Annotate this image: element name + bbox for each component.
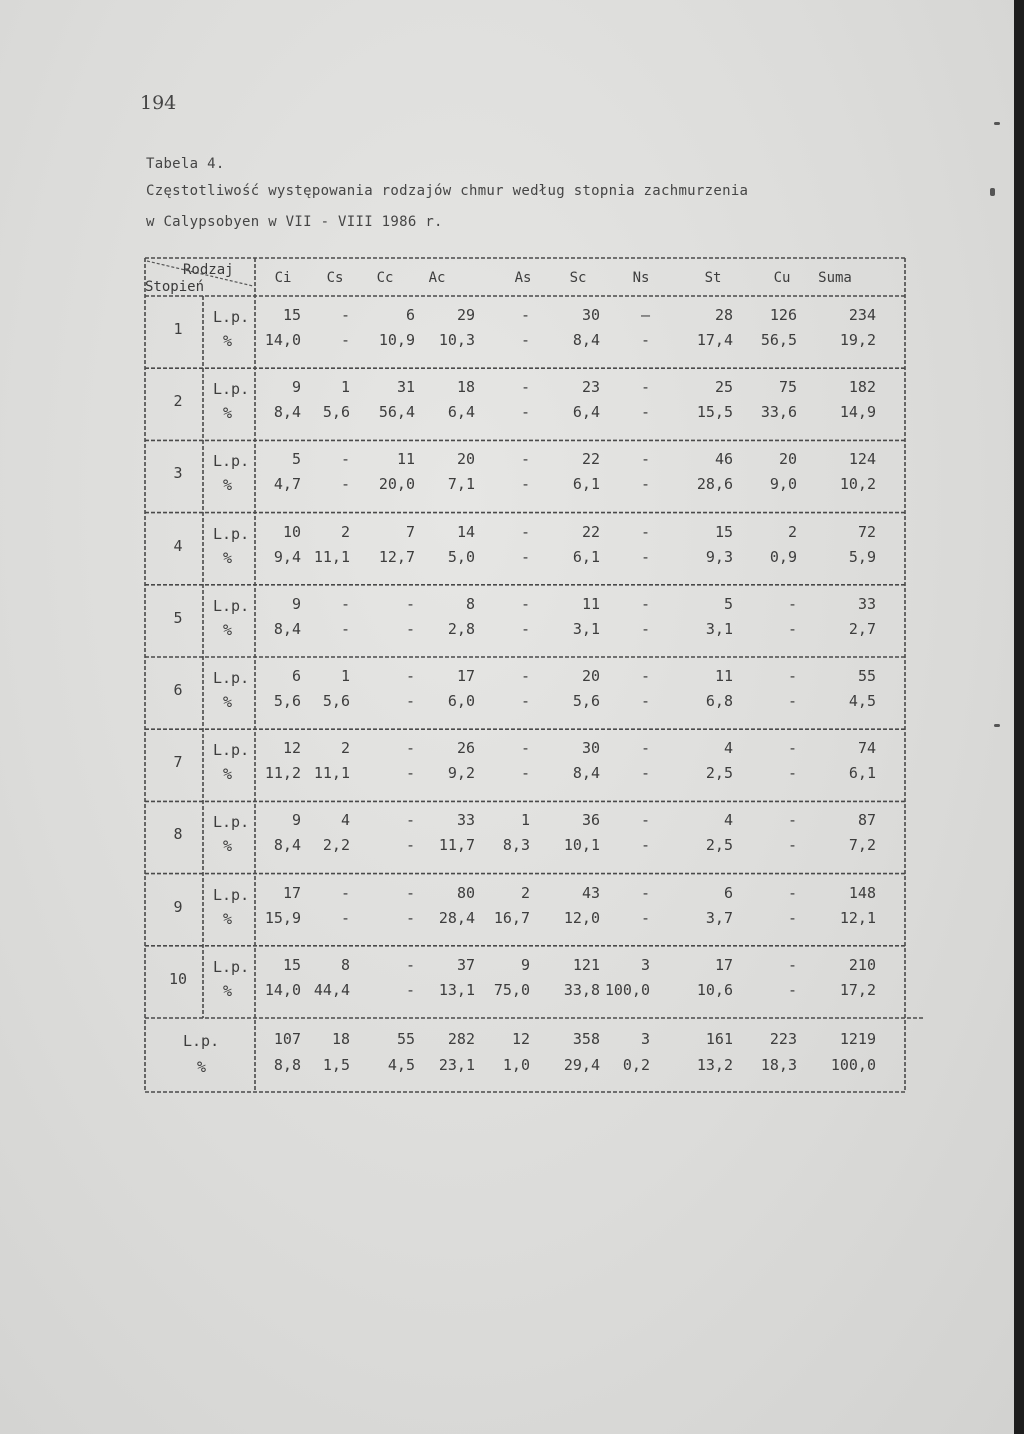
cell-lp-st: 11 bbox=[714, 667, 733, 685]
cell-pct-cc: - bbox=[405, 619, 415, 638]
cell-pct-ac: 7,1 bbox=[447, 475, 475, 494]
cell-pct-cu: - bbox=[787, 908, 797, 927]
cell-pct-cs: 2,2 bbox=[322, 836, 350, 855]
cell-pct-as: - bbox=[520, 475, 530, 494]
cell-lp-as: - bbox=[520, 306, 530, 324]
column-header-sc: Sc bbox=[569, 270, 587, 286]
row-type-lp: L.p. bbox=[213, 813, 250, 832]
cell-pct-ns: - bbox=[640, 908, 650, 927]
cell-lp-st: 15 bbox=[714, 522, 733, 541]
row-type-lp: L.p. bbox=[213, 308, 250, 326]
cell-lp-sc: 30 bbox=[581, 739, 600, 758]
cell-pct-cs: 44,4 bbox=[313, 980, 350, 999]
cell-pct-st: 15,5 bbox=[696, 403, 733, 422]
cell-pct-ns: 100,0 bbox=[604, 980, 650, 999]
cell-pct-cs: - bbox=[340, 331, 350, 349]
cell-pct-st: 10,6 bbox=[696, 980, 733, 999]
cell-pct-sc: 6,1 bbox=[572, 475, 600, 494]
cell-lp-sc: 20 bbox=[581, 667, 600, 685]
cell-pct-cc: - bbox=[405, 692, 415, 710]
degree-label: 9 bbox=[173, 897, 183, 916]
cell-pct-ns: - bbox=[640, 619, 650, 638]
row-type-lp: L.p. bbox=[213, 524, 250, 543]
cell-lp-suma: 74 bbox=[857, 739, 876, 758]
cell-lp-st: 4 bbox=[723, 811, 733, 830]
cell-lp-cs: 4 bbox=[340, 811, 350, 830]
cell-lp-ns: - bbox=[640, 883, 650, 902]
cell-lp-sc: 121 bbox=[572, 955, 600, 974]
column-header-cu: Cu bbox=[773, 270, 791, 286]
cell-lp-ci: 9 bbox=[291, 594, 301, 613]
cell-lp-ac: 14 bbox=[456, 522, 475, 541]
cell-pct-st: 9,3 bbox=[705, 547, 733, 566]
cell-pct-st: 17,4 bbox=[696, 331, 733, 349]
cell-pct-cc: - bbox=[405, 908, 415, 927]
cell-lp-cu: 2 bbox=[787, 522, 797, 541]
row-type-percent: % bbox=[223, 693, 233, 711]
cell-lp-ac: 37 bbox=[456, 955, 475, 974]
cell-pct-ac: 10,3 bbox=[438, 331, 475, 349]
column-header-cs: Cs bbox=[326, 270, 344, 286]
cell-lp-st: 5 bbox=[723, 594, 733, 613]
cell-pct-as: 75,0 bbox=[493, 980, 530, 999]
cell-pct-cu: - bbox=[787, 980, 797, 999]
cell-pct-ci: 8,4 bbox=[273, 836, 301, 855]
cell-lp-as: - bbox=[520, 667, 530, 685]
cell-pct-ns: - bbox=[640, 331, 650, 349]
cell-lp-cu: - bbox=[787, 811, 797, 830]
total-lp-st: 161 bbox=[705, 1030, 733, 1048]
cell-pct-sc: 10,1 bbox=[563, 836, 600, 855]
column-header-cc: Cc bbox=[376, 270, 394, 286]
cell-pct-sc: 6,1 bbox=[572, 547, 600, 566]
cell-lp-cs: - bbox=[340, 883, 350, 902]
degree-label: 8 bbox=[173, 825, 183, 844]
cell-pct-as: 16,7 bbox=[493, 908, 530, 927]
row-type-percent: % bbox=[223, 476, 233, 495]
cell-pct-cs: - bbox=[340, 619, 350, 638]
cell-lp-cc: - bbox=[405, 811, 415, 830]
cell-lp-cc: - bbox=[405, 883, 415, 902]
total-lp-cs: 18 bbox=[331, 1030, 350, 1048]
cell-lp-cu: 75 bbox=[778, 378, 797, 397]
cell-pct-ci: 14,0 bbox=[264, 331, 301, 349]
cell-pct-ns: - bbox=[640, 547, 650, 566]
cell-lp-cs: - bbox=[340, 450, 350, 469]
row-type-lp: L.p. bbox=[213, 596, 250, 615]
cell-pct-st: 6,8 bbox=[705, 692, 733, 710]
cell-pct-suma: 6,1 bbox=[848, 764, 876, 783]
cell-pct-ac: 6,4 bbox=[447, 403, 475, 422]
total-pct-as: 1,0 bbox=[502, 1056, 530, 1074]
cell-lp-st: 28 bbox=[714, 306, 733, 324]
total-pct-cs: 1,5 bbox=[322, 1056, 350, 1074]
cell-pct-ci: 15,9 bbox=[264, 908, 301, 927]
cell-lp-ac: 80 bbox=[456, 883, 475, 902]
cloud-frequency-table bbox=[145, 258, 905, 1092]
cell-lp-sc: 36 bbox=[581, 811, 600, 830]
cell-lp-as: - bbox=[520, 522, 530, 541]
row-type-lp: L.p. bbox=[213, 669, 250, 687]
cell-lp-suma: 72 bbox=[857, 522, 876, 541]
cell-pct-cs: 11,1 bbox=[313, 547, 350, 566]
cell-lp-ac: 17 bbox=[456, 667, 475, 685]
cell-lp-as: - bbox=[520, 594, 530, 613]
cell-lp-suma: 148 bbox=[848, 883, 876, 902]
cell-lp-cc: - bbox=[405, 739, 415, 758]
degree-label: 2 bbox=[173, 392, 183, 411]
cell-lp-st: 46 bbox=[714, 450, 733, 469]
column-header-ac: Ac bbox=[428, 270, 446, 286]
cell-pct-suma: 14,9 bbox=[839, 403, 876, 422]
cell-pct-st: 28,6 bbox=[696, 475, 733, 494]
cell-pct-cs: 5,6 bbox=[322, 403, 350, 422]
cell-pct-cu: 33,6 bbox=[760, 403, 797, 422]
cell-lp-ns: - bbox=[640, 594, 650, 613]
scan-speck bbox=[990, 188, 995, 196]
cell-pct-cc: - bbox=[405, 764, 415, 783]
row-type-lp: L.p. bbox=[213, 957, 250, 976]
totals-label-lp: L.p. bbox=[183, 1032, 220, 1050]
cell-lp-cu: 20 bbox=[778, 450, 797, 469]
row-type-lp: L.p. bbox=[213, 885, 250, 904]
total-lp-as: 12 bbox=[511, 1030, 530, 1048]
row-type-percent: % bbox=[223, 981, 233, 1000]
cell-lp-as: 2 bbox=[520, 883, 530, 902]
cell-pct-ci: 9,4 bbox=[273, 547, 301, 566]
row-type-lp: L.p. bbox=[213, 380, 250, 399]
cell-lp-cu: - bbox=[787, 883, 797, 902]
cell-lp-ns: - bbox=[640, 667, 650, 685]
total-lp-ac: 282 bbox=[447, 1030, 475, 1048]
cell-lp-st: 4 bbox=[723, 739, 733, 758]
cell-pct-st: 2,5 bbox=[705, 836, 733, 855]
cell-lp-ci: 12 bbox=[282, 739, 301, 758]
cell-pct-ac: 5,0 bbox=[447, 547, 475, 566]
cell-lp-ns: - bbox=[640, 378, 650, 397]
degree-label: 1 bbox=[173, 320, 183, 338]
cell-lp-cu: - bbox=[787, 955, 797, 974]
row-type-percent: % bbox=[223, 620, 233, 639]
cell-lp-ac: 33 bbox=[456, 811, 475, 830]
degree-label: 6 bbox=[173, 681, 183, 699]
column-header-st: St bbox=[704, 270, 722, 286]
cell-pct-ac: 11,7 bbox=[438, 836, 475, 855]
column-header-ns: Ns bbox=[632, 270, 650, 286]
cell-pct-st: 2,5 bbox=[705, 764, 733, 783]
cell-lp-ci: 15 bbox=[282, 306, 301, 324]
cell-lp-ci: 17 bbox=[282, 883, 301, 902]
cell-lp-ci: 6 bbox=[291, 667, 301, 685]
cell-lp-cu: 126 bbox=[769, 306, 797, 324]
cell-lp-as: - bbox=[520, 739, 530, 758]
cell-lp-ac: 29 bbox=[456, 306, 475, 324]
cell-pct-as: 8,3 bbox=[502, 836, 530, 855]
cell-pct-as: - bbox=[520, 403, 530, 422]
cell-pct-ns: - bbox=[640, 836, 650, 855]
cell-lp-sc: 11 bbox=[581, 594, 600, 613]
totals-label-percent: % bbox=[197, 1058, 207, 1076]
cell-pct-suma: 7,2 bbox=[848, 836, 876, 855]
cell-lp-sc: 30 bbox=[581, 306, 600, 324]
total-pct-suma: 100,0 bbox=[830, 1056, 876, 1074]
cell-pct-suma: 4,5 bbox=[848, 692, 876, 710]
cell-pct-cc: 10,9 bbox=[378, 331, 415, 349]
row-type-lp: L.p. bbox=[213, 452, 250, 471]
cell-lp-cu: - bbox=[787, 667, 797, 685]
cell-lp-suma: 33 bbox=[857, 594, 876, 613]
column-header-as: As bbox=[514, 270, 532, 286]
cell-lp-as: - bbox=[520, 450, 530, 469]
cell-lp-suma: 124 bbox=[848, 450, 876, 469]
cell-lp-suma: 87 bbox=[857, 811, 876, 830]
row-type-percent: % bbox=[223, 765, 233, 784]
cell-pct-cc: 56,4 bbox=[378, 403, 415, 422]
table-subtitle: w Calypsobyen w VII - VIII 1986 r. bbox=[146, 214, 443, 230]
cell-lp-cs: 2 bbox=[340, 522, 350, 541]
cell-lp-as: 1 bbox=[520, 811, 530, 830]
cell-lp-ns: - bbox=[640, 450, 650, 469]
degree-label: 5 bbox=[173, 608, 183, 627]
cell-lp-cs: 1 bbox=[340, 378, 350, 397]
scan-speck bbox=[994, 724, 1000, 727]
cell-pct-ns: - bbox=[640, 403, 650, 422]
cell-lp-cu: - bbox=[787, 739, 797, 758]
cell-pct-ci: 8,4 bbox=[273, 619, 301, 638]
cell-pct-sc: 3,1 bbox=[572, 619, 600, 638]
total-lp-ci: 107 bbox=[273, 1030, 301, 1048]
cell-lp-ns: 3 bbox=[640, 955, 650, 974]
cell-pct-ns: - bbox=[640, 475, 650, 494]
cell-pct-ns: - bbox=[640, 692, 650, 710]
cell-pct-cu: 0,9 bbox=[769, 547, 797, 566]
cell-lp-ns: — bbox=[640, 306, 650, 324]
page-number: 194 bbox=[140, 92, 177, 114]
cell-pct-ci: 5,6 bbox=[273, 692, 301, 710]
cell-lp-as: 9 bbox=[520, 955, 530, 974]
cell-pct-ac: 2,8 bbox=[447, 619, 475, 638]
table-title: Częstotliwość występowania rodzajów chmur według stopnia zachmurzenia bbox=[146, 183, 749, 199]
cell-lp-ci: 9 bbox=[291, 811, 301, 830]
degree-label: 7 bbox=[173, 753, 183, 772]
total-lp-sc: 358 bbox=[572, 1030, 600, 1048]
cell-lp-st: 6 bbox=[723, 883, 733, 902]
cell-lp-cs: - bbox=[340, 594, 350, 613]
cell-pct-suma: 5,9 bbox=[848, 547, 876, 566]
cell-lp-sc: 23 bbox=[581, 378, 600, 397]
cell-lp-cc: - bbox=[405, 955, 415, 974]
cell-lp-cc: - bbox=[405, 667, 415, 685]
total-lp-ns: 3 bbox=[640, 1030, 650, 1048]
cell-pct-st: 3,7 bbox=[705, 908, 733, 927]
cell-pct-as: - bbox=[520, 692, 530, 710]
cell-lp-sc: 43 bbox=[581, 883, 600, 902]
cell-pct-ci: 8,4 bbox=[273, 403, 301, 422]
cell-pct-sc: 8,4 bbox=[572, 764, 600, 783]
cell-pct-cu: - bbox=[787, 692, 797, 710]
cell-lp-suma: 182 bbox=[848, 378, 876, 397]
cell-lp-cs: 2 bbox=[340, 739, 350, 758]
cell-pct-cu: 56,5 bbox=[760, 331, 797, 349]
total-pct-cc: 4,5 bbox=[387, 1056, 415, 1074]
row-type-lp: L.p. bbox=[213, 741, 250, 760]
cell-lp-cu: - bbox=[787, 594, 797, 613]
scan-edge bbox=[1014, 0, 1024, 1434]
cell-pct-cc: - bbox=[405, 836, 415, 855]
cell-lp-cc: 7 bbox=[405, 522, 415, 541]
cell-pct-sc: 33,8 bbox=[563, 980, 600, 999]
cell-lp-suma: 55 bbox=[857, 667, 876, 685]
table-label: Tabela 4. bbox=[146, 156, 225, 172]
cell-lp-ns: - bbox=[640, 811, 650, 830]
scan-speck bbox=[994, 122, 1000, 125]
cell-lp-cs: 1 bbox=[340, 667, 350, 685]
degree-label: 3 bbox=[173, 464, 183, 483]
cell-pct-sc: 12,0 bbox=[563, 908, 600, 927]
cell-pct-cu: - bbox=[787, 836, 797, 855]
cell-lp-ac: 26 bbox=[456, 739, 475, 758]
cell-lp-cc: 11 bbox=[396, 450, 415, 469]
cell-pct-suma: 10,2 bbox=[839, 475, 876, 494]
cell-lp-cc: 31 bbox=[396, 378, 415, 397]
cell-pct-cs: - bbox=[340, 908, 350, 927]
row-type-percent: % bbox=[223, 909, 233, 928]
column-header-ci: Ci bbox=[274, 270, 292, 286]
cell-pct-st: 3,1 bbox=[705, 619, 733, 638]
cell-pct-suma: 19,2 bbox=[839, 331, 876, 349]
cell-lp-sc: 22 bbox=[581, 522, 600, 541]
cell-pct-ac: 28,4 bbox=[438, 908, 475, 927]
total-lp-suma: 1219 bbox=[839, 1030, 876, 1048]
cell-pct-as: - bbox=[520, 547, 530, 566]
cell-pct-ac: 9,2 bbox=[447, 764, 475, 783]
corner-label-type: Rodzaj bbox=[183, 262, 234, 278]
cell-pct-cc: 20,0 bbox=[378, 475, 415, 494]
cell-lp-as: - bbox=[520, 378, 530, 397]
cell-lp-suma: 234 bbox=[848, 306, 876, 324]
cell-lp-ac: 18 bbox=[456, 378, 475, 397]
row-type-percent: % bbox=[223, 332, 233, 350]
cell-pct-sc: 8,4 bbox=[572, 331, 600, 349]
cell-pct-ci: 14,0 bbox=[264, 980, 301, 999]
cell-pct-as: - bbox=[520, 764, 530, 783]
cell-pct-ci: 11,2 bbox=[264, 764, 301, 783]
degree-label: 4 bbox=[173, 536, 183, 555]
cell-pct-cc: 12,7 bbox=[378, 547, 415, 566]
cell-pct-ac: 13,1 bbox=[438, 980, 475, 999]
cell-lp-ac: 8 bbox=[465, 594, 475, 613]
total-lp-cc: 55 bbox=[396, 1030, 415, 1048]
cell-pct-ci: 4,7 bbox=[273, 475, 301, 494]
cell-pct-cc: - bbox=[405, 980, 415, 999]
cell-pct-suma: 17,2 bbox=[839, 980, 876, 999]
cell-lp-ac: 20 bbox=[456, 450, 475, 469]
cell-lp-ci: 10 bbox=[282, 522, 301, 541]
cell-pct-cs: - bbox=[340, 475, 350, 494]
degree-label: 10 bbox=[168, 969, 188, 988]
cell-lp-ci: 15 bbox=[282, 955, 301, 974]
cell-pct-as: - bbox=[520, 619, 530, 638]
row-type-percent: % bbox=[223, 837, 233, 856]
row-type-percent: % bbox=[223, 404, 233, 423]
cell-pct-cs: 11,1 bbox=[313, 764, 350, 783]
cell-pct-ac: 6,0 bbox=[447, 692, 475, 710]
cell-pct-sc: 6,4 bbox=[572, 403, 600, 422]
cell-lp-ci: 5 bbox=[291, 450, 301, 469]
total-pct-st: 13,2 bbox=[696, 1056, 733, 1074]
cell-pct-sc: 5,6 bbox=[572, 692, 600, 710]
cell-pct-as: - bbox=[520, 331, 530, 349]
cell-pct-suma: 12,1 bbox=[839, 908, 876, 927]
column-header-suma: Suma bbox=[818, 270, 852, 286]
corner-label-degree: Stopień bbox=[145, 279, 205, 295]
cell-lp-ci: 9 bbox=[291, 378, 301, 397]
cell-pct-cu: - bbox=[787, 764, 797, 783]
cell-lp-cc: 6 bbox=[405, 306, 415, 324]
row-type-percent: % bbox=[223, 548, 233, 567]
cell-pct-cs: 5,6 bbox=[322, 692, 350, 710]
cell-pct-ns: - bbox=[640, 764, 650, 783]
total-pct-sc: 29,4 bbox=[563, 1056, 600, 1074]
cell-lp-ns: - bbox=[640, 522, 650, 541]
cell-pct-cu: 9,0 bbox=[769, 475, 797, 494]
total-pct-ci: 8,8 bbox=[273, 1056, 301, 1074]
cell-lp-cs: 8 bbox=[340, 955, 350, 974]
cell-pct-suma: 2,7 bbox=[848, 619, 876, 638]
cell-lp-suma: 210 bbox=[848, 955, 876, 974]
total-pct-ns: 0,2 bbox=[622, 1056, 650, 1074]
cell-lp-st: 25 bbox=[714, 378, 733, 397]
cell-lp-st: 17 bbox=[714, 955, 733, 974]
total-pct-cu: 18,3 bbox=[760, 1056, 797, 1074]
cell-pct-cu: - bbox=[787, 619, 797, 638]
cell-lp-cc: - bbox=[405, 594, 415, 613]
cell-lp-ns: - bbox=[640, 739, 650, 758]
cell-lp-sc: 22 bbox=[581, 450, 600, 469]
cell-lp-cs: - bbox=[340, 306, 350, 324]
total-pct-ac: 23,1 bbox=[438, 1056, 475, 1074]
total-lp-cu: 223 bbox=[769, 1030, 797, 1048]
